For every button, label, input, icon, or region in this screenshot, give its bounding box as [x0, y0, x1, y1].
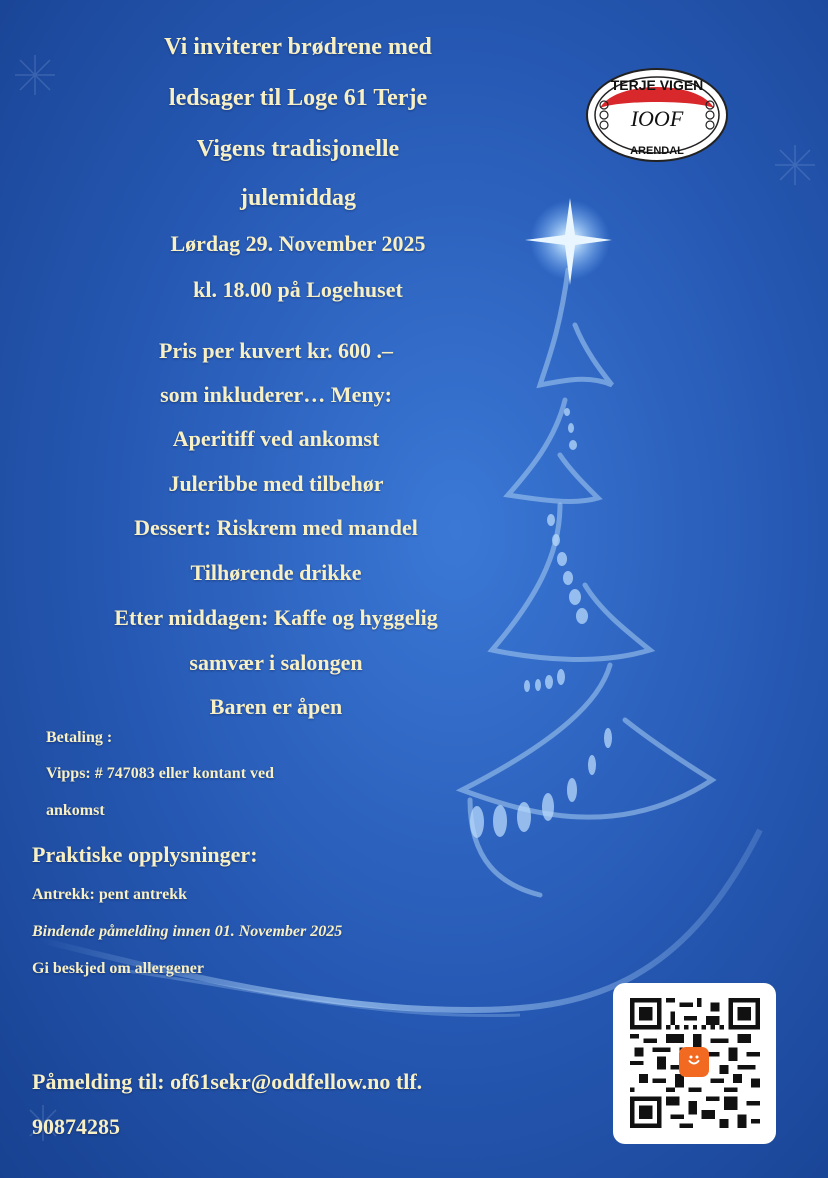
payment-vipps-cont: ankomst [46, 802, 105, 819]
event-date: Lørdag 29. November 2025 [170, 231, 426, 256]
allergen-note: Gi beskjed om allergener [32, 960, 204, 977]
event-time-place: kl. 18.00 på Logehuset [193, 277, 403, 302]
invitation-line-1: Vi inviterer brødrene med [164, 34, 432, 60]
lodge-logo [586, 68, 728, 162]
price-line: Pris per kuvert kr. 600 .– [158, 338, 394, 363]
practical-heading: Praktiske opplysninger: [32, 842, 258, 867]
signup-contact: Påmelding til: of61sekr@oddfellow.no tlf. [32, 1069, 423, 1094]
menu-item: Aperitiff ved ankomst [172, 426, 380, 451]
logo-top-text: TERJE VIGEN [610, 77, 704, 93]
smile-badge-icon [679, 1047, 709, 1077]
payment-heading: Betaling : [46, 729, 113, 746]
menu-item: Tilhørende drikke [190, 560, 362, 585]
dress-code: Antrekk: pent antrekk [32, 886, 187, 903]
registration-deadline: Bindende påmelding innen 01. November 2025 [32, 923, 343, 940]
signup-phone: 90874285 [32, 1114, 120, 1139]
invitation-line-4: julemiddag [239, 185, 357, 211]
invitation-line-2: ledsager til Loge 61 Terje [168, 85, 428, 111]
menu-item: samvær i salongen [189, 650, 363, 675]
qr-code-card[interactable] [613, 983, 776, 1144]
payment-vipps: Vipps: # 747083 eller kontant ved [46, 765, 275, 782]
logo-monogram: IOOF [630, 106, 684, 131]
menu-includes: som inkluderer… Meny: [160, 382, 392, 407]
menu-item: Dessert: Riskrem med mandel [134, 515, 418, 540]
invitation-line-3: Vigens tradisjonelle [196, 136, 400, 162]
menu-item: Baren er åpen [209, 694, 343, 719]
menu-item: Juleribbe med tilbehør [168, 471, 384, 496]
menu-item: Etter middagen: Kaffe og hyggelig [114, 605, 438, 630]
logo-bottom-text: ARENDAL [630, 145, 684, 157]
